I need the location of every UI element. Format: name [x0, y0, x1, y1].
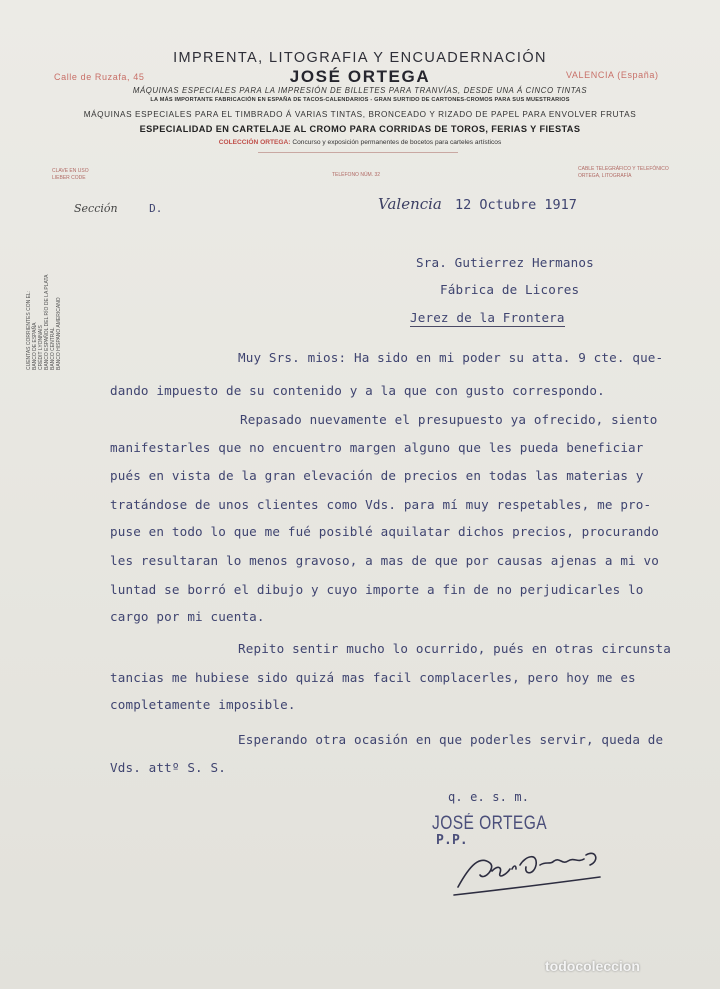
body-line: Repasado nuevamente el presupuesto ya ofrecido, siento	[240, 412, 658, 427]
letterhead-trade: IMPRENTA, LITOGRAFIA Y ENCUADERNACIÓN	[173, 50, 547, 66]
body-line: cargo por mi cuenta.	[110, 609, 265, 624]
letterhead-name: JOSÉ ORTEGA	[289, 67, 431, 86]
letter-place: Valencia	[378, 195, 442, 213]
pp-mark: P.P.	[436, 833, 468, 848]
bank-line: BANCO DE ESPAÑA	[32, 322, 38, 370]
bank-list	[26, 40, 62, 370]
signature-icon	[450, 835, 610, 905]
code-line-2: LIEBER CODE	[52, 175, 86, 181]
cable-info	[578, 166, 669, 180]
header-divider	[258, 152, 458, 153]
body-line: manifestarles que no encuentro margen alguno que les pueda beneficiar	[110, 440, 644, 455]
section-field	[74, 202, 162, 215]
body-line: dando impuesto de su contenido y a la que con gusto correspondo.	[110, 383, 605, 398]
collection-text: Concurso y exposición permanentes de bocetos para carteles artísticos	[292, 139, 502, 146]
body-line: Repito sentir mucho lo ocurrido, pués en otras circunsta	[238, 641, 671, 656]
body-line: tratándose de unos clientes como Vds. para mí muy respetables, me pro-	[110, 497, 652, 512]
body-line: luntad se borró el dibujo y cuyo importe a fin de no perjudicarles lo	[110, 582, 644, 597]
letterhead-line-4: LA MÁS IMPORTANTE FABRICACIÓN EN ESPAÑA DE TACOS-CALENDARIOS - GRAN SURTIDO DE CARTONES-CROMOS PARA SUS MUESTRARIOS	[150, 97, 570, 103]
cable-line-1: CABLE TELEGRÁFICO Y TELEFÓNICO	[578, 166, 669, 172]
bank-line: CRÉDIT LYONNAIS	[38, 325, 44, 370]
body-line: les resultaran lo menos gravoso, a mas de que por causas ajenas a mi vo	[110, 553, 659, 568]
letterhead-collection	[0, 139, 720, 146]
body-line: puse en todo lo que me fué posiblé aquilatar dichos precios, procurando	[110, 524, 659, 539]
addressee-line	[410, 310, 565, 325]
letterhead-specialty: ESPECIALIDAD EN CARTELAJE AL CROMO PARA CORRIDAS DE TOROS, FERIAS Y FIESTAS	[139, 124, 581, 134]
body-line: Esperando otra ocasión en que poderles servir, queda de	[238, 732, 664, 747]
section-value: D.	[149, 202, 163, 215]
phone-info: TELÉFONO NÚM. 32	[332, 172, 381, 178]
bank-line: BANCO HISPANO AMERICANO	[56, 297, 62, 370]
letterhead-line-3: MÁQUINAS ESPECIALES PARA LA IMPRESIÓN DE BILLETES PARA TRANVÍAS, DESDE UNA Á CINCO TINTAS	[132, 86, 588, 95]
watermark: todocoleccion	[545, 958, 640, 974]
bank-line: CUENTAS CORRIENTES CON EL:	[26, 290, 32, 370]
body-line: Vds. attº S. S.	[110, 760, 226, 775]
addressee-line: Fábrica de Licores	[440, 282, 580, 297]
letterhead-address: Calle de Ruzafa, 45	[54, 72, 145, 82]
letterhead-line-5: MÁQUINAS ESPECIALES PARA EL TIMBRADO Á VARIAS TINTAS, BRONCEADO Y RIZADO DE PAPEL PARA ENVOLVER FRUTAS	[83, 110, 637, 119]
body-line: Muy Srs. mios: Ha sido en mi poder su atta. 9 cte. que-	[238, 350, 664, 365]
body-line: completamente imposible.	[110, 697, 296, 712]
bank-line: BANCO ESPAÑOL DEL RÍO DE LA PLATA	[44, 274, 50, 370]
addressee-city: Jerez de la Frontera	[410, 310, 565, 325]
body-line: tancias me hubiese sido quizá mas facil complacerles, pero hoy me es	[110, 670, 636, 685]
company-stamp: JOSÉ ORTEGA	[432, 813, 548, 834]
cable-line-2: ORTEGA, LITOGRAFÍA	[578, 173, 632, 179]
section-label: Sección	[74, 202, 118, 215]
letterhead-city: VALENCIA (España)	[566, 70, 659, 80]
bank-line: BANCO CENTRAL	[50, 327, 56, 370]
closing-formula: q. e. s. m.	[448, 790, 530, 804]
collection-label: COLECCIÓN ORTEGA:	[218, 139, 291, 146]
letter-date: 12 Octubre 1917	[455, 197, 577, 213]
code-line-1: CLAVE EN USO	[52, 168, 89, 174]
body-line: pués en vista de la gran elevación de precios en todas las materias y	[110, 468, 644, 483]
addressee-line: Sra. Gutierrez Hermanos	[416, 255, 594, 270]
